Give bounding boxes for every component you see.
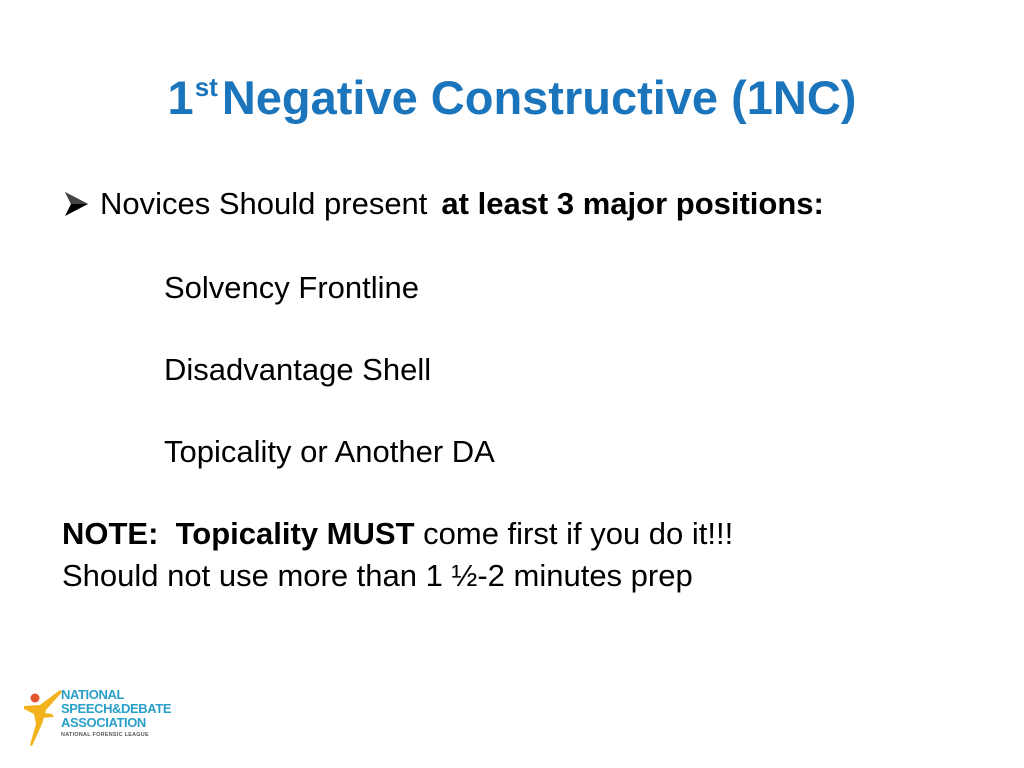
title-number: 1 bbox=[167, 71, 194, 124]
logo-tagline: NATIONAL FORENSIC LEAGUE bbox=[61, 732, 149, 738]
note-bold: Topicality MUST bbox=[175, 516, 415, 551]
slide-title bbox=[0, 66, 1024, 137]
speaker-figure-icon bbox=[22, 684, 66, 748]
logo-line-association: ASSOCIATION bbox=[61, 715, 146, 730]
title-text: Negative Constructive (1NC) bbox=[221, 71, 857, 124]
logo-line-national: NATIONAL bbox=[61, 687, 124, 702]
bullet-positions bbox=[62, 186, 824, 222]
bullet-bold-text: at least 3 major positions: bbox=[441, 186, 824, 221]
position-item: Solvency Frontline bbox=[164, 270, 420, 305]
bullet-text: Novices Should present bbox=[100, 186, 428, 221]
position-item: Topicality or Another DA bbox=[164, 434, 495, 469]
note-rest: come first if you do it!!! bbox=[423, 516, 734, 551]
logo-line-speech-debate: SPEECH&DEBATE bbox=[61, 701, 172, 716]
note-line-1 bbox=[62, 516, 733, 552]
nsda-logo bbox=[22, 680, 212, 750]
note-line-2: Should not use more than 1 ½-2 minutes prep bbox=[62, 558, 693, 593]
arrow-bullet-icon bbox=[62, 190, 90, 218]
position-item: Disadvantage Shell bbox=[164, 352, 432, 387]
note-label: NOTE: bbox=[62, 516, 159, 551]
title-superscript: st bbox=[194, 72, 218, 102]
